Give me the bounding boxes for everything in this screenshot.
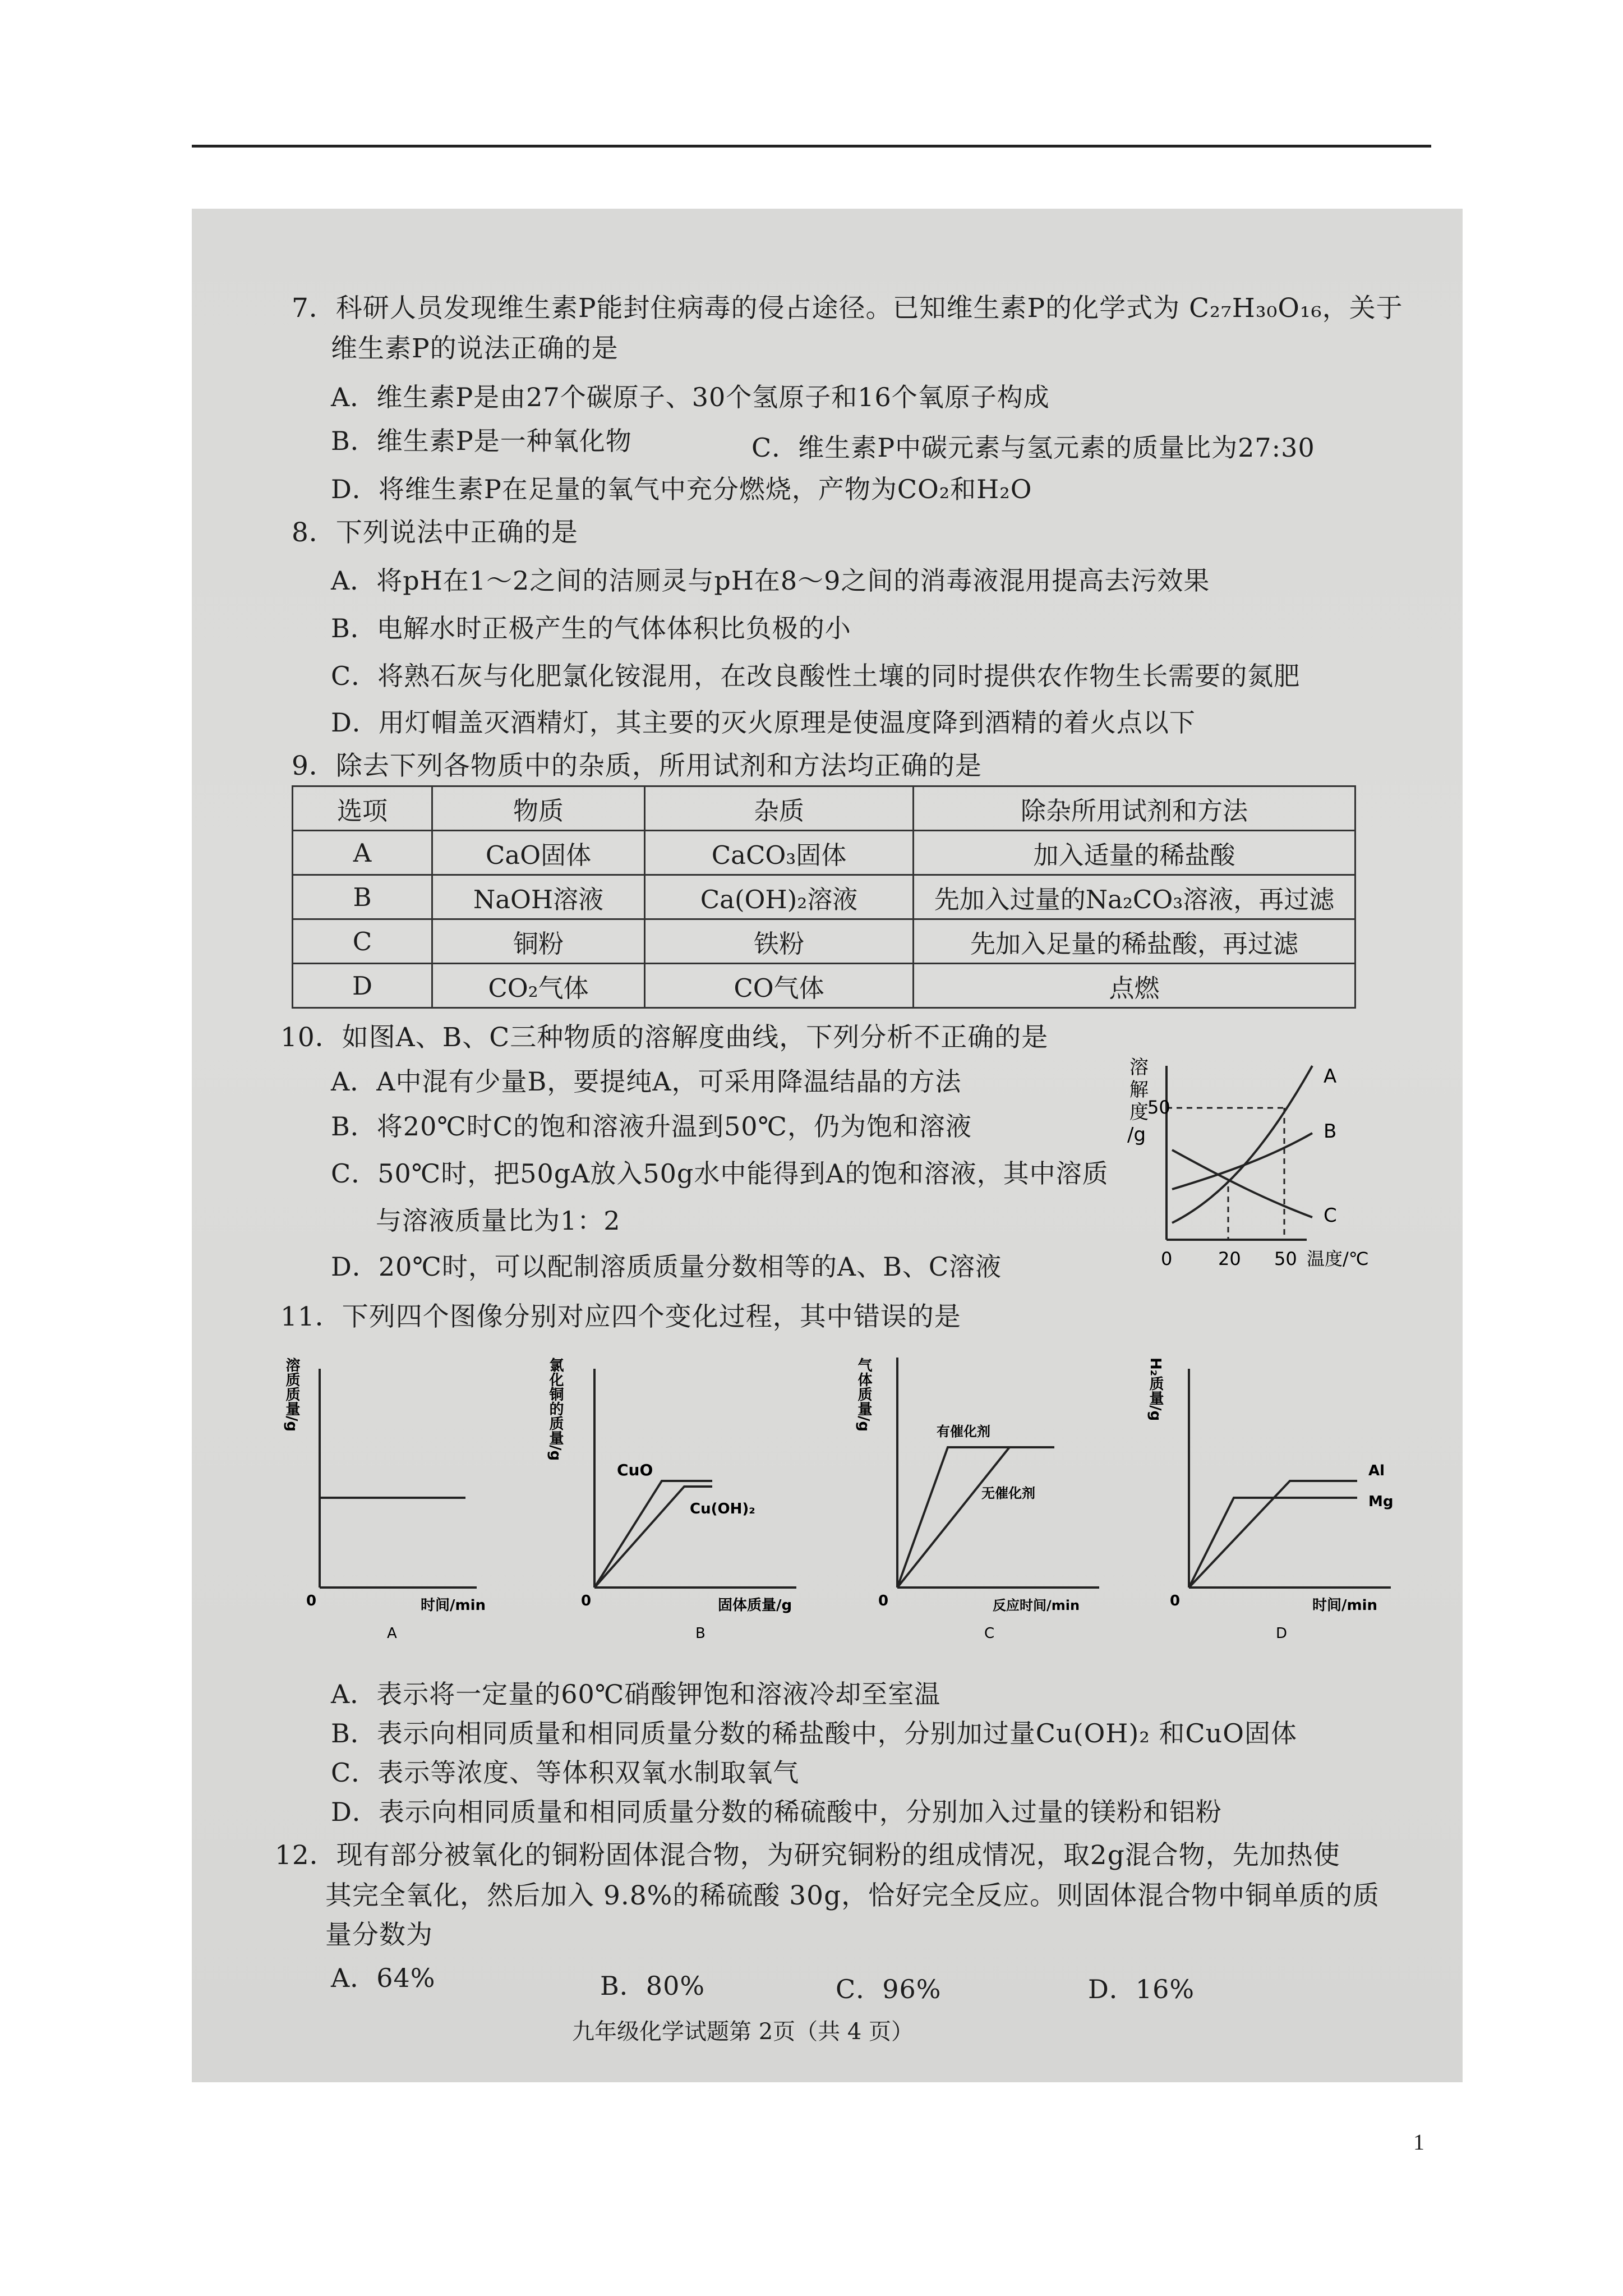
curve-label-a: A [1324,1065,1337,1088]
q9-table [292,785,1356,1009]
q7-option-d: D．将维生素P在足量的氧气中充分燃烧，产物为CO₂和H₂O [331,474,1032,504]
y-axis-label-char: 解 [1129,1079,1149,1101]
q12-option-d: D．16% [1088,1974,1195,2004]
q9-stem: 9．除去下列各物质中的杂质，所用试剂和方法均正确的是 [292,751,982,781]
table-cell: A [293,831,432,875]
table-cell: CO₂气体 [432,964,645,1008]
table-cell: CaCO₃固体 [645,831,914,875]
page-footer: 九年级化学试题第 2页（共 4 页） [572,2019,914,2045]
q7-stem-line1: 7．科研人员发现维生素P能封住病毒的侵占途径。已知维生素P的化学式为 C₂₇H₃₀O₁₆，关于 [292,293,1403,324]
solubility-curve-graph [1116,1055,1408,1279]
graph-b-ylabel: 氯化铜的质量/g [547,1358,564,1461]
graph-b-label-cuo: CuO [617,1461,653,1479]
q12-stem-line2: 其完全氧化，然后加入 9.8%的稀硫酸 30g，恰好完全反应。则固体混合物中铜单质的质 [325,1880,1380,1911]
graph-d-mg-line [1189,1498,1357,1588]
table-row [293,964,1355,1008]
table-cell: 点燃 [914,964,1355,1008]
q12-option-a: A．64% [331,1963,436,1993]
graph-d [1147,1346,1413,1649]
y-axis-label-char: 度 [1129,1101,1149,1124]
table-cell: 先加入足量的稀盐酸，再过滤 [914,919,1355,964]
curve-label-c: C [1324,1204,1337,1227]
header-rule [192,145,1431,148]
graph-c-label-no-catalyst: 无催化剂 [981,1485,1035,1501]
q10-option-b: B．将20℃时C的饱和溶液升温到50℃，仍为饱和溶液 [331,1111,972,1142]
graph-d-label-al: Al [1368,1462,1385,1479]
q12-option-b: B．80% [600,1971,706,2001]
q8-option-c: C．将熟石灰与化肥氯化铵混用，在改良酸性土壤的同时提供农作物生长需要的氮肥 [331,661,1301,691]
svg-text:0: 0 [581,1593,592,1609]
table-cell: 铜粉 [432,919,645,964]
y-axis-label-char: /g [1127,1124,1146,1146]
table-header-row [293,786,1355,831]
q7-option-c: C．维生素P中碳元素与氢元素的质量比为27:30 [751,432,1315,463]
page-number: 1 [1413,2129,1424,2155]
q10-option-a: A．A中混有少量B，要提纯A，可采用降温结晶的方法 [331,1066,962,1097]
table-cell: C [293,919,432,964]
graph-b-letter: B [695,1625,706,1642]
graph-b-label-cuoh2: Cu(OH)₂ [690,1501,755,1517]
q8-option-a: A．将pH在1～2之间的洁厕灵与pH在8～9之间的消毒液混用提高去污效果 [331,565,1210,596]
x-tick-50: 50 [1274,1248,1297,1269]
q11-option-b: B．表示向相同质量和相同质量分数的稀盐酸中，分别加过量Cu(OH)₂ 和CuO固体 [331,1718,1297,1749]
graph-c-no-catalyst-line [897,1447,1054,1588]
graph-a-xlabel: 时间/min [421,1597,486,1614]
y-tick-50: 50 [1147,1097,1170,1118]
table-header-cell: 除杂所用试剂和方法 [914,786,1355,831]
x-tick-0: 0 [1161,1248,1173,1269]
q8-option-b: B．电解水时正极产生的气体体积比负极的小 [331,613,851,643]
graph-c-label-catalyst: 有催化剂 [937,1424,990,1439]
graph-a-letter: A [387,1625,397,1642]
q8-option-d: D．用灯帽盖灭酒精灯，其主要的灭火原理是使温度降到酒精的着火点以下 [331,707,1196,738]
q11-option-d: D．表示向相同质量和相同质量分数的稀硫酸中，分别加入过量的镁粉和铝粉 [331,1797,1222,1827]
table-cell: 铁粉 [645,919,914,964]
graph-d-xlabel: 时间/min [1312,1597,1378,1614]
curve-label-b: B [1324,1120,1337,1143]
table-cell: D [293,964,432,1008]
graph-c-letter: C [984,1625,995,1642]
table-cell: Ca(OH)₂溶液 [645,875,914,919]
q11-option-c: C．表示等浓度、等体积双氧水制取氧气 [331,1757,800,1788]
table-cell: 加入适量的稀盐酸 [914,831,1355,875]
q7-stem-line2: 维生素P的说法正确的是 [331,333,619,364]
graph-b-xlabel: 固体质量/g [718,1597,792,1614]
graph-a [283,1346,494,1649]
y-axis-label-char: 溶 [1129,1056,1149,1079]
table-row [293,831,1355,875]
table-cell: CaO固体 [432,831,645,875]
table-header-cell: 物质 [432,786,645,831]
table-row [293,875,1355,919]
graph-c [855,1346,1122,1649]
q12-stem-line3: 量分数为 [325,1920,433,1950]
q7-option-a: A．维生素P是由27个碳原子、30个氢原子和16个氧原子构成 [331,382,1050,412]
q11-stem: 11．下列四个图像分别对应四个变化过程，其中错误的是 [280,1301,961,1332]
q10-stem: 10．如图A、B、C三种物质的溶解度曲线，下列分析不正确的是 [280,1022,1049,1053]
graph-d-ylabel: H₂质量/g [1147,1358,1164,1421]
graph-c-ylabel: 气体质量/g [855,1358,872,1432]
graph-a-ylabel: 溶质质量/g [283,1358,300,1432]
graph-c-catalyst-line [897,1447,1054,1588]
svg-text:0: 0 [1170,1593,1181,1609]
q11-option-a: A．表示将一定量的60℃硝酸钾饱和溶液冷却至室温 [331,1679,941,1709]
table-cell: 先加入过量的Na₂CO₃溶液，再过滤 [914,875,1355,919]
graph-d-letter: D [1276,1625,1288,1642]
graph-d-label-mg: Mg [1368,1493,1394,1510]
table-cell: B [293,875,432,919]
table-cell: NaOH溶液 [432,875,645,919]
graph-c-xlabel: 反应时间/min [993,1598,1080,1613]
q12-stem-line1: 12．现有部分被氧化的铜粉固体混合物，为研究铜粉的组成情况，取2g混合物，先加热使 [275,1840,1340,1871]
x-axis-label: 温度/℃ [1307,1248,1369,1269]
x-tick-20: 20 [1218,1248,1241,1269]
q10-option-c-line2: 与溶液质量比为1：2 [376,1205,621,1236]
q8-stem: 8．下列说法中正确的是 [292,517,578,548]
q10-option-d: D．20℃时，可以配制溶质质量分数相等的A、B、C溶液 [331,1251,1002,1282]
graph-b [547,1346,813,1649]
svg-text:0: 0 [878,1593,889,1609]
q7-option-b: B．维生素P是一种氧化物 [331,426,632,456]
table-header-cell: 选项 [293,786,432,831]
table-row [293,919,1355,964]
table-cell: CO气体 [645,964,914,1008]
svg-text:0: 0 [306,1593,317,1609]
q10-option-c-line1: C．50℃时，把50gA放入50g水中能得到A的饱和溶液，其中溶质 [331,1158,1109,1189]
q12-option-c: C．96% [836,1974,942,2004]
table-header-cell: 杂质 [645,786,914,831]
graph-b-cuo-line [594,1481,712,1588]
